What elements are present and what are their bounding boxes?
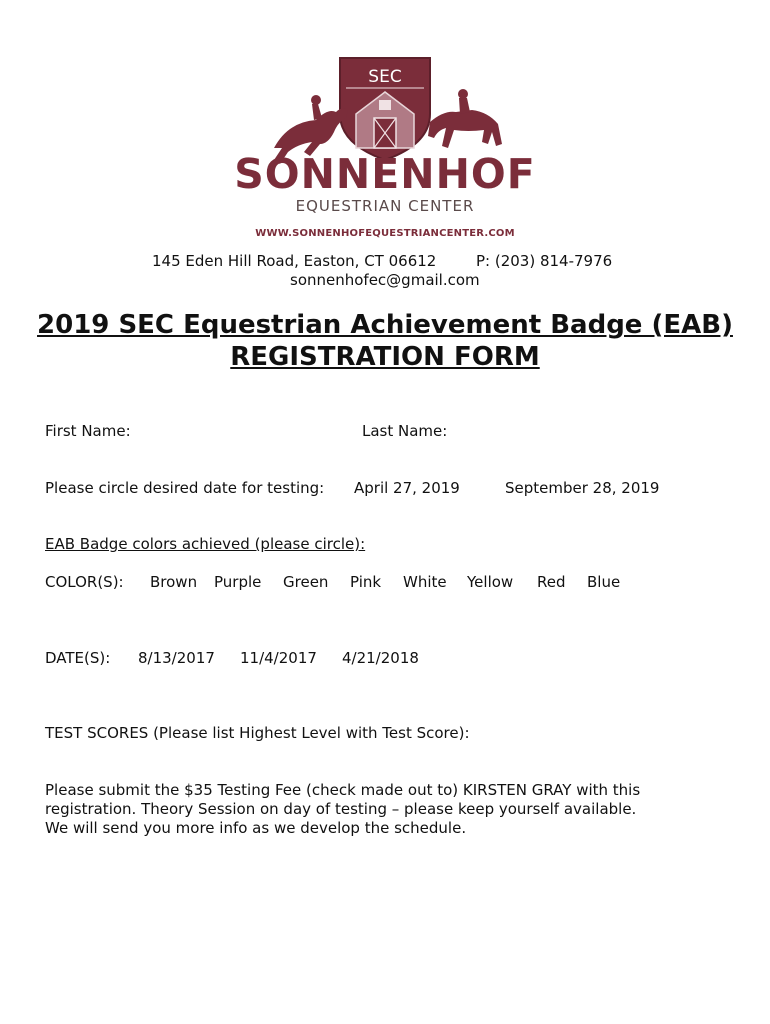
color-option: Brown xyxy=(150,573,198,591)
color-option: Pink xyxy=(350,573,382,591)
email[interactable]: sonnenhofec@gmail.com xyxy=(290,271,480,289)
first-name-label: First Name: xyxy=(45,422,131,440)
test-scores-label: TEST SCORES (Please list Highest Level with Test Score): xyxy=(45,724,470,742)
dates-label: DATE(S): xyxy=(45,649,111,667)
date-option: April 27, 2019 xyxy=(354,479,460,497)
color-option: Blue xyxy=(587,573,621,591)
brand-subtitle: EQUESTRIAN CENTER xyxy=(295,197,475,215)
rider-icon xyxy=(311,95,321,105)
rider-icon xyxy=(458,89,468,99)
last-name-label: Last Name: xyxy=(362,422,448,440)
dressage-horse-icon xyxy=(428,110,502,148)
color-option: White xyxy=(403,573,447,591)
color-option: Yellow xyxy=(467,573,514,591)
note-line: Please submit the $35 Testing Fee (check made out to) KIRSTEN GRAY with this xyxy=(45,781,641,799)
logo-badge-text: SEC xyxy=(368,67,402,87)
color-option: Purple xyxy=(214,573,262,591)
address: 145 Eden Hill Road, Easton, CT 06612 xyxy=(152,252,437,270)
color-option: Green xyxy=(283,573,329,591)
brand-name: SONNENHOF xyxy=(234,150,536,198)
badge-date: 11/4/2017 xyxy=(240,649,317,667)
website-link[interactable]: WWW.SONNENHOFEQUESTRIANCENTER.COM xyxy=(255,228,515,239)
note-line: We will send you more info as we develop the schedule. xyxy=(45,819,467,837)
phone: P: (203) 814-7976 xyxy=(476,252,613,270)
form-title-line1: 2019 SEC Equestrian Achievement Badge (EAB) xyxy=(37,310,733,340)
date-option: September 28, 2019 xyxy=(505,479,660,497)
badge-colors-heading: EAB Badge colors achieved (please circle): xyxy=(45,535,366,553)
colors-label: COLOR(S): xyxy=(45,573,124,591)
color-option: Red xyxy=(537,573,566,591)
badge-date: 8/13/2017 xyxy=(138,649,215,667)
testing-date-prompt: Please circle desired date for testing: xyxy=(45,479,325,497)
form-title-line2: REGISTRATION FORM xyxy=(230,342,540,372)
badge-date: 4/21/2018 xyxy=(342,649,419,667)
note-line: registration. Theory Session on day of testing – please keep yourself available. xyxy=(45,800,637,818)
